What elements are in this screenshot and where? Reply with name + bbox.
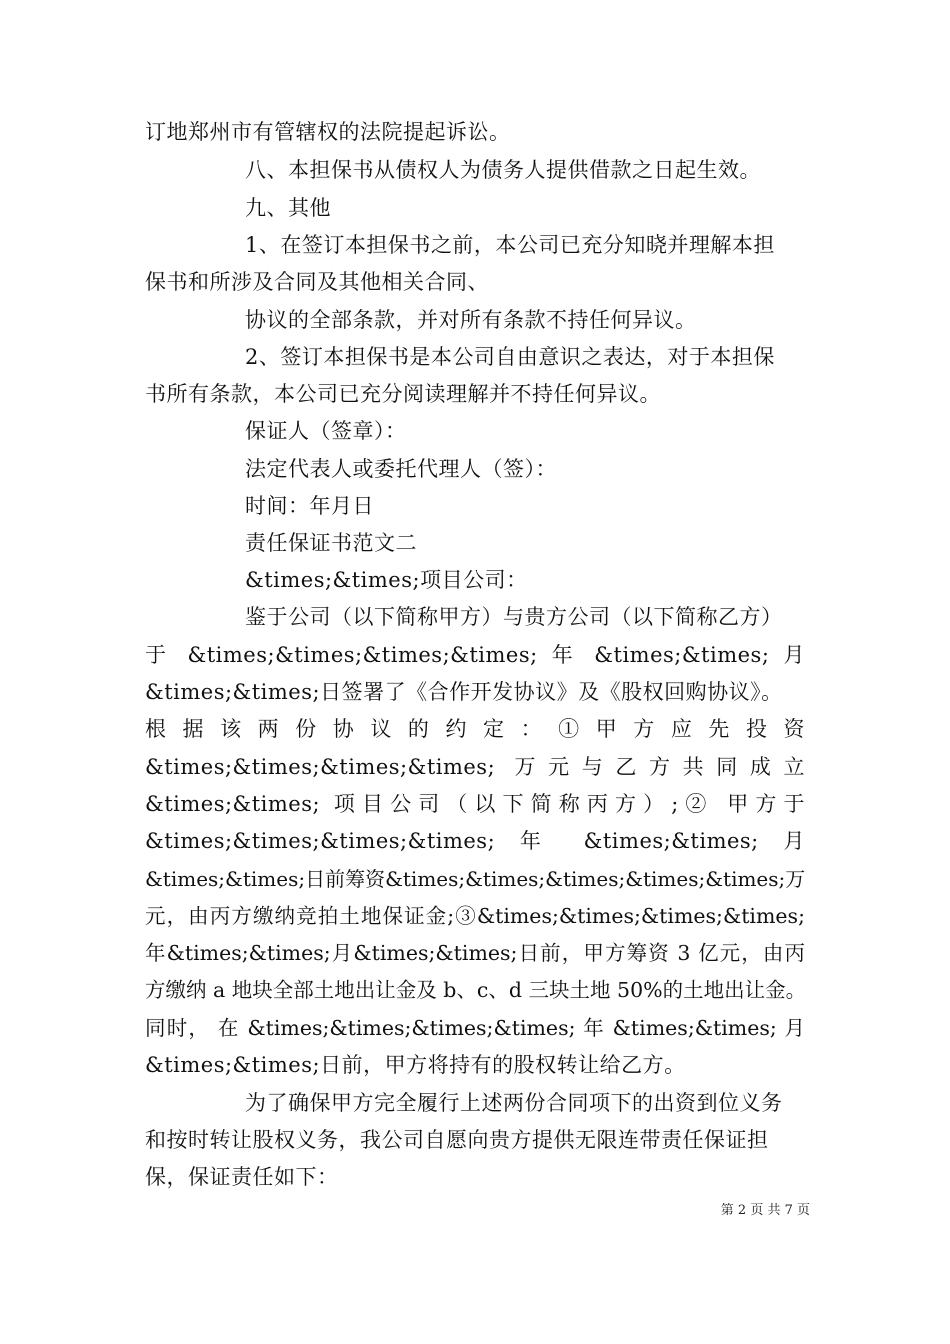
text-line: 协议的全部条款，并对所有条款不持任何异议。 [245,308,697,332]
text-line: 2、签订本担保书是本公司自由意识之表达，对于本担保 [245,345,775,369]
section-title: 责任保证书范文二 [245,531,417,555]
text-line: 1、在签订本担保书之前，本公司已充分知晓并理解本担 [245,233,775,257]
text-line: 于 &times;&times;&times;&times; 年 &times;&times; 月 [145,643,805,667]
text-line: 同时， 在 &times;&times;&times;&times; 年 &times;&times; 月 [145,1016,805,1040]
text-line: 书所有条款，本公司已充分阅读理解并不持任何异议。 [145,382,661,406]
text-line: &times;&times;日签署了《合作开发协议》及《股权回购协议》。 [145,680,783,704]
text-line: 鉴于公司（以下简称甲方）与贵方公司（以下简称乙方） [245,605,783,629]
text-line: &times;&times;&times;&times; 年 &times;&times; 月 [145,829,805,853]
signatory-label: 保证人（签章）： [245,419,407,443]
text-line: &times;&times;日前筹资&times;&times;&times;&times;&times;万 [145,867,806,891]
date-label: 时间：年月日 [245,494,374,518]
text-line: &times;&times; 项目公司（以下简称丙方）;② 甲方于 [145,792,805,816]
text-line: 为了确保甲方完全履行上述两份合同项下的出资到位义务 [245,1091,783,1115]
text-line: 年&times;&times;月&times;&times;日前，甲方筹资 3 亿元，由丙 [145,941,805,965]
representative-label: 法定代表人或委托代理人（签）： [245,457,557,481]
text-line: 八、本担保书从债权人为债务人提供借款之日起生效。 [245,158,761,182]
text-line: 保，保证责任如下： [145,1165,339,1189]
text-line: &times;&times;&times;&times; 万元与乙方共同成立 [145,755,805,779]
text-line: 方缴纳 a 地块全部土地出让金及 b、c、d 三块土地 50%的土地出让金。 [145,978,807,1002]
page-number: 第 2 页 共 7 页 [720,1203,810,1218]
text-line: &times;&times;日前，甲方将持有的股权转让给乙方。 [145,1053,686,1077]
text-line: 订地郑州市有管辖权的法院提起诉讼。 [145,120,511,144]
text-line: 和按时转让股权义务，我公司自愿向贵方提供无限连带责任保证担 [145,1128,769,1152]
text-line: 元，由丙方缴纳竞拍土地保证金;③&times;&times;&times;&times; [145,904,805,928]
addressee-line: &times;&times;项目公司： [245,568,528,592]
text-line: 九、其他 [245,196,331,220]
text-line: 保书和所涉及合同及其他相关合同、 [145,270,489,294]
text-line: 根据该两份协议的约定：①甲方应先投资 [145,717,805,741]
